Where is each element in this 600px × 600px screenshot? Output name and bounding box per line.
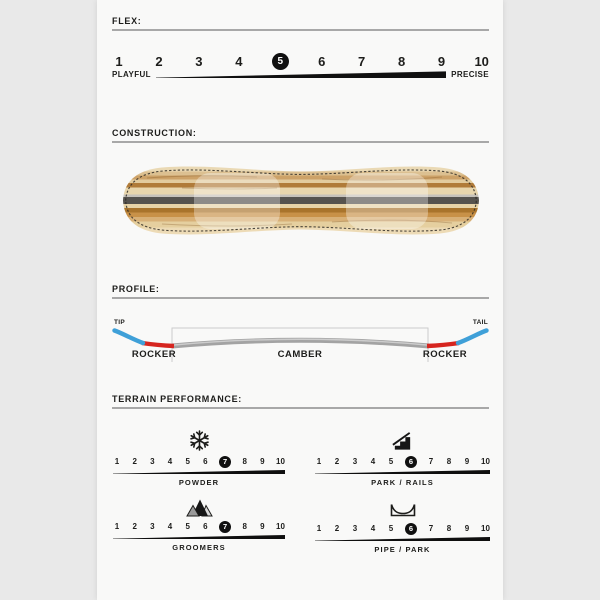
snowboard-topsheet-illustration [122,162,480,240]
scale-number: 3 [195,53,203,69]
scale-number: 10 [474,53,489,69]
terrain-divider [112,407,489,409]
camber-label: CAMBER [277,349,323,360]
scale-number: 1 [316,524,322,533]
powder-label: POWDER [178,478,220,487]
scale-number: 1 [316,457,322,466]
scale-number: 5 [388,524,394,533]
flex-wedge-bar [156,71,446,78]
scale-number: 6 [203,522,208,531]
rocker-right-label: ROCKER [422,349,468,360]
scale-number: 8 [397,53,406,69]
scale-value-selected: 7 [219,456,231,468]
scale-number: 8 [446,457,452,466]
park-rails-wedge-bar [315,470,490,474]
tail-segment [458,331,487,344]
binding-zone-right [346,173,428,229]
tip-label: TIP [114,319,126,326]
scale-number: 1 [115,53,123,69]
groomers-rating-scale [113,520,285,533]
scale-number: 5 [185,522,190,531]
flex-wedge-row [112,70,489,79]
scale-number: 9 [260,522,265,531]
flex-rating-scale [112,52,489,70]
scale-number: 2 [334,457,340,466]
scale-number: 8 [242,457,247,466]
groomers-wedge-bar [113,535,285,539]
scale-number: 7 [428,524,434,533]
scale-number: 10 [276,457,285,466]
scale-value-selected: 6 [405,523,417,535]
scale-number: 1 [114,457,120,466]
park-rails-label: PARK / RAILS [371,478,434,487]
scale-number: 7 [428,457,434,466]
scale-number: 9 [260,457,265,466]
scale-number: 5 [185,457,190,466]
binding-zone-left [194,173,280,229]
park-rails-rating-scale [315,455,490,468]
scale-number: 3 [150,457,155,466]
terrain-heading: TERRAIN PERFORMANCE: [112,394,242,404]
scale-number: 10 [481,524,490,533]
rocker-left-label: ROCKER [131,349,177,360]
scale-value-selected: 5 [272,53,289,70]
scale-number: 1 [114,522,120,531]
scale-number: 3 [150,522,155,531]
scale-number: 7 [358,53,366,69]
scale-number: 2 [155,53,163,69]
scale-number: 6 [318,53,326,69]
terrain-cell-pipe-park [315,492,490,554]
powder-rating-scale [113,455,285,468]
scale-number: 10 [276,522,285,531]
mountains-icon [113,492,285,517]
camber-segment [172,340,429,346]
scale-number: 2 [334,524,340,533]
scale-number: 8 [242,522,247,531]
flex-left-label: PLAYFUL [112,70,151,79]
scale-number: 3 [352,524,358,533]
flex-divider [112,29,489,31]
halfpipe-icon [315,492,490,519]
scale-number: 10 [481,457,490,466]
scale-number: 5 [388,457,394,466]
scale-number: 8 [446,524,452,533]
construction-heading: CONSTRUCTION: [112,128,197,138]
scale-number: 4 [370,524,376,533]
scale-number: 4 [167,457,173,466]
profile-heading: PROFILE: [112,284,160,294]
flex-right-label: PRECISE [451,70,489,79]
scale-number: 9 [437,53,446,69]
scale-number: 9 [464,524,470,533]
terrain-cell-groomers [113,492,285,552]
groomers-label: GROOMERS [172,543,226,552]
rocker-left-segment [142,343,174,346]
rocker-right-segment [427,343,459,346]
profile-divider [112,297,489,299]
scale-number: 2 [132,522,137,531]
terrain-cell-powder [113,427,285,487]
scale-number: 6 [203,457,208,466]
scale-number: 4 [370,457,376,466]
scale-number: 9 [464,457,470,466]
pipe-park-rating-scale [315,522,490,535]
snowflake-icon [113,427,285,452]
rail-stairs-icon [315,427,490,452]
profile-diagram [112,318,489,366]
terrain-cell-park-rails [315,427,490,487]
pipe-park-label: PIPE / PARK [374,545,431,554]
tip-segment [115,331,144,344]
construction-divider [112,141,489,143]
scale-number: 3 [352,457,358,466]
tail-label: TAIL [472,319,488,326]
spec-page [97,0,503,600]
snowboard-svg [122,162,480,240]
pipe-park-wedge-bar [315,537,490,541]
flex-heading: FLEX: [112,16,142,26]
scale-value-selected: 6 [405,456,417,468]
scale-value-selected: 7 [219,521,231,533]
scale-number: 2 [132,457,137,466]
powder-wedge-bar [113,470,285,474]
scale-number: 4 [167,522,173,531]
scale-number: 4 [235,53,243,69]
